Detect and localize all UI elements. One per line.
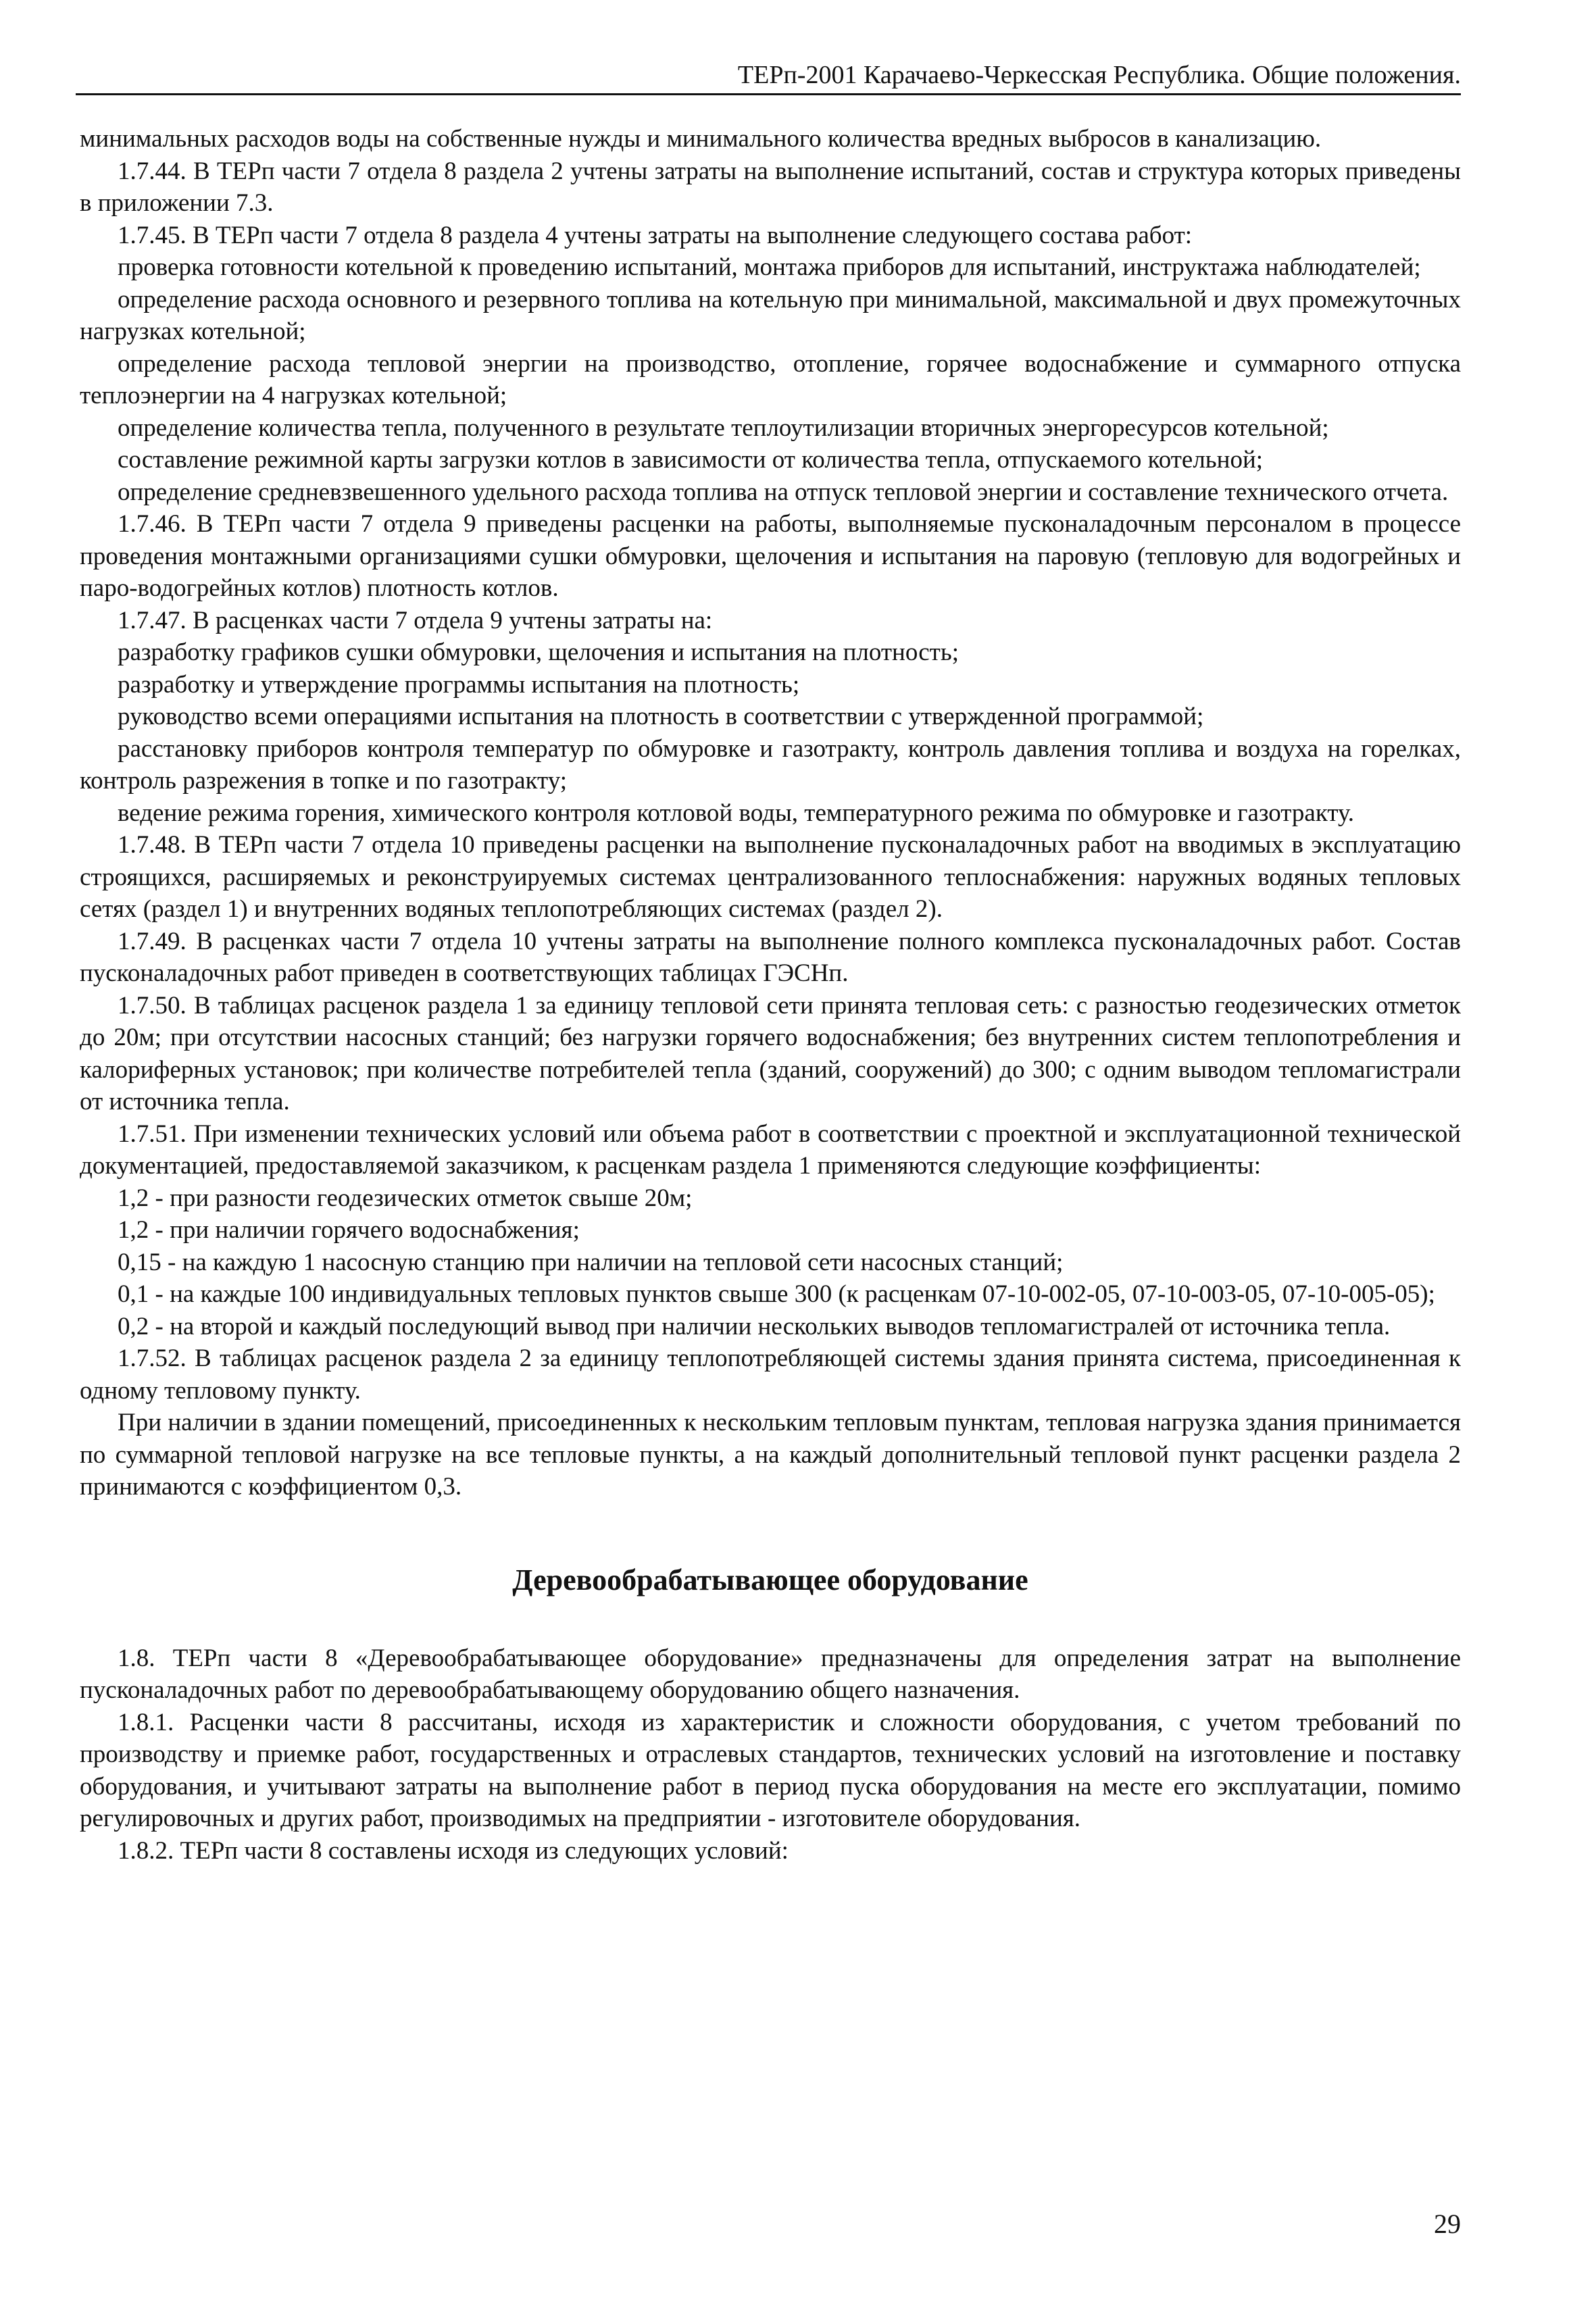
page-number: 29 [1434, 2209, 1461, 2239]
paragraph: 1,2 - при разности геодезических отметок свыше 20м; [118, 1184, 693, 1212]
document-body [80, 123, 1461, 1867]
paragraph: 1.7.48. В ТЕРп части 7 отдела 10 приведены расценки на выполнение пусконаладочных работ на вводимых в эксплуатацию строящихся, расширяемых и реконструируемых системах централизованного теплоснабжения: наружных водяных тепловых сетях (раздел 1) и внутренних водяных теплопотребляющих системах (раздел 2). [80, 831, 1461, 923]
paragraph: 0,2 - на второй и каждый последующий вывод при наличии нескольких выводов тепломагистралей от источника тепла. [118, 1312, 1391, 1340]
running-header: ТЕРп-2001 Карачаево-Черкесская Республика. Общие положения. [737, 61, 1461, 89]
paragraph: расстановку приборов контроля температур по обмуровке и газотракту, контроль давления топлива и воздуха на горелках, контроль разрежения в топке и по газотракту; [80, 734, 1461, 795]
paragraph: 1.8. ТЕРп части 8 «Деревообрабатывающее оборудование» предназначены для определения затрат на выполнение пусконаладочных работ по деревообрабатывающему оборудованию общего назначения. [80, 1644, 1461, 1704]
paragraph: 1.8.1. Расценки части 8 рассчитаны, исходя из характеристик и сложности оборудования, с учетом требований по производству и приемке работ, государственных и отраслевых стандартов, технических условий на изготовление и поставку оборудования, и учитывают затраты на выполнение работ в период пуска оборудования на месте его эксплуатации, помимо регулировочных и других работ, производимых на предприятии - изготовителе оборудования. [80, 1708, 1461, 1832]
paragraph: ведение режима горения, химического контроля котловой воды, температурного режима по обмуровке и газотракту. [118, 799, 1355, 827]
paragraph: проверка готовности котельной к проведению испытаний, монтажа приборов для испытаний, инструктажа наблюдателей; [118, 253, 1421, 281]
paragraph: 1.7.46. В ТЕРп части 7 отдела 9 приведены расценки на работы, выполняемые пусконаладочным персоналом в процессе проведения монтажными организациями сушки обмуровки, щелочения и испытания на паровую (тепловую для водогрейных и паро-водогрейных котлов) плотность котлов. [80, 510, 1461, 602]
paragraph: определение средневзвешенного удельного расхода топлива на отпуск тепловой энергии и составление технического отчета. [118, 478, 1449, 506]
paragraph: 1.7.51. При изменении технических условий или объема работ в соответствии с проектной и эксплуатационной технической документацией, предоставляемой заказчиком, к расценкам раздела 1 применяются следующие коэффициенты: [80, 1120, 1461, 1180]
paragraph: разработку и утверждение программы испытания на плотность; [118, 670, 800, 699]
paragraph: 0,1 - на каждые 100 индивидуальных тепловых пунктов свыше 300 (к расценкам 07-10-002-05, 07-10-003-05, 07-10-005-05); [118, 1280, 1435, 1308]
paragraph: определение количества тепла, полученного в результате теплоутилизации вторичных энергоресурсов котельной; [118, 413, 1329, 442]
paragraph: руководство всеми операциями испытания на плотность в соответствии с утвержденной программой; [118, 703, 1204, 730]
paragraph: минимальных расходов воды на собственные нужды и минимального количества вредных выбросов в канализацию. [80, 125, 1322, 153]
paragraph: 1.7.44. В ТЕРп части 7 отдела 8 раздела 2 учтены затраты на выполнение испытаний, состав и структура которых приведены в приложении 7.3. [80, 157, 1461, 217]
paragraph: 1.7.52. В таблицах расценок раздела 2 за единицу теплопотребляющей системы здания принята система, присоединенная к одному тепловому пункту. [80, 1344, 1461, 1405]
paragraph: 1.7.47. В расценках части 7 отдела 9 учтены затраты на: [118, 606, 713, 634]
paragraph: определение расхода тепловой энергии на производство, отопление, горячее водоснабжение и суммарного отпуска теплоэнергии на 4 нагрузках котельной; [80, 349, 1461, 409]
paragraph: составление режимной карты загрузки котлов в зависимости от количества тепла, отпускаемого котельной; [118, 446, 1264, 474]
paragraph: 1.7.45. В ТЕРп части 7 отдела 8 раздела 4 учтены затраты на выполнение следующего состава работ: [118, 221, 1193, 249]
paragraph: разработку графиков сушки обмуровки, щелочения и испытания на плотность; [118, 638, 959, 666]
paragraph: 1.7.50. В таблицах расценок раздела 1 за единицу тепловой сети принята тепловая сеть: с разностью геодезических отметок до 20м; при отсутствии насосных станций; без нагрузки горячего водоснабжения; без внутренних систем теплопотребления и калориферных установок; при количестве потребителей тепла (зданий, сооружений) до 300; с одним выводом тепломагистрали от источника тепла. [80, 991, 1461, 1115]
section-heading: Деревообрабатывающее оборудование [512, 1563, 1028, 1596]
paragraph: 1.8.2. ТЕРп части 8 составлены исходя из следующих условий: [118, 1836, 789, 1865]
paragraph: 0,15 - на каждую 1 насосную станцию при наличии на тепловой сети насосных станций; [118, 1248, 1064, 1276]
header-divider [76, 93, 1461, 95]
paragraph: определение расхода основного и резервного топлива на котельную при минимальной, максимальной и двух промежуточных нагрузках котельной; [80, 285, 1461, 345]
paragraph: 1.7.49. В расценках части 7 отдела 10 учтены затраты на выполнение полного комплекса пусконаладочных работ. Состав пусконаладочных работ приведен в соответствующих таблицах ГЭСНп. [80, 927, 1461, 987]
paragraph: При наличии в здании помещений, присоединенных к нескольким тепловым пунктам, тепловая нагрузка здания принимается по суммарной тепловой нагрузке на все тепловые пункты, а на каждый дополнительный тепловой пункт расценки раздела 2 принимаются с коэффициентом 0,3. [80, 1409, 1461, 1501]
paragraph: 1,2 - при наличии горячего водоснабжения; [118, 1216, 580, 1244]
